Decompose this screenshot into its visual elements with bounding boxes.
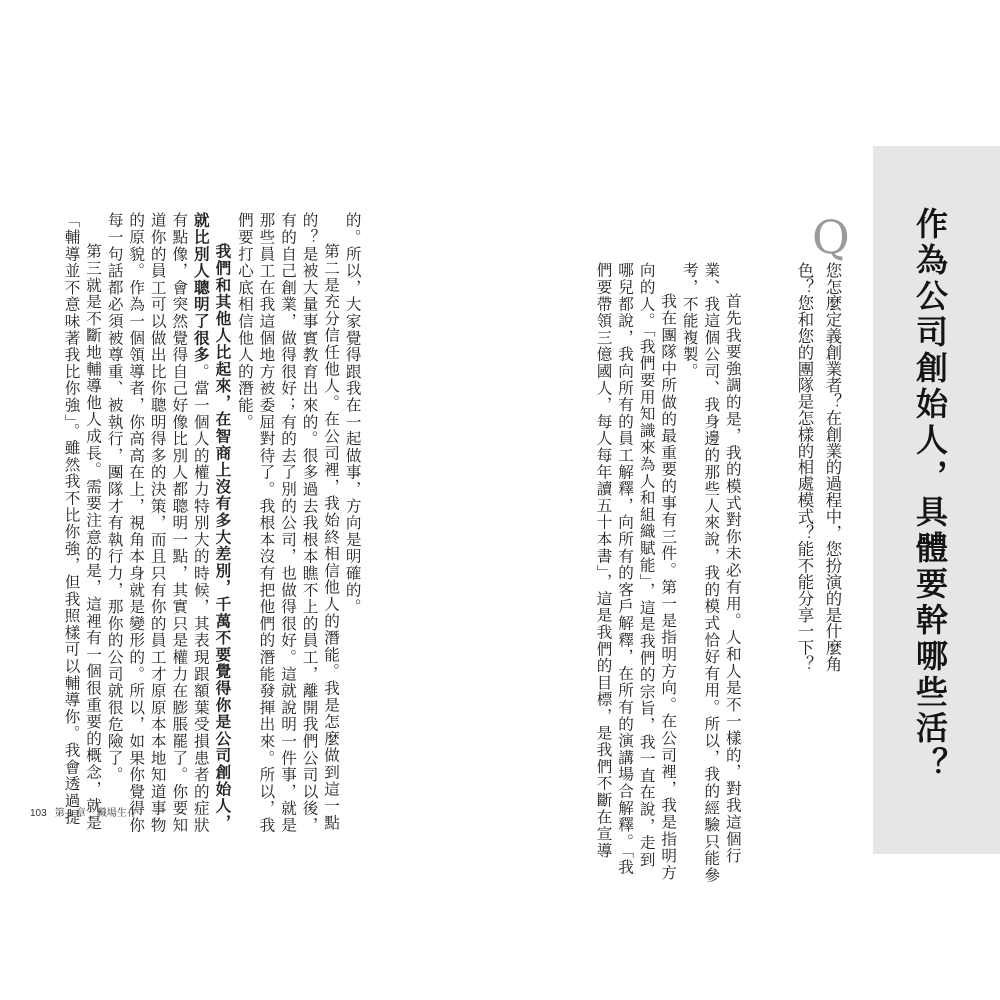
body-column: 有點像，會突然覺得自己好像比別人都聰明一點，其實只是權力在膨脹罷了。你要知 — [170, 212, 189, 834]
bold-phrase: 就比別人聰明了很多 — [191, 212, 211, 364]
body-column: 向的人。「我們要用知識來為人和組織賦能」，這是我們的宗旨，我一直在說，走到 — [637, 262, 656, 868]
body-column: 第三就是不斷地輔導他人成長。需要注意的是，這裡有一個很重要的概念，就是 — [84, 243, 103, 832]
body-column: 的原貌。作為一個領導者，你高高在上，視角本身就是變形的。所以，如果你覺得你 — [127, 212, 146, 834]
body-column-mixed — [189, 212, 212, 834]
question-mark-letter: Q — [812, 210, 850, 264]
question-text: 您怎麼定義創業者？在創業的過程中，您扮演的是什麼角色？您和您的團隊是怎樣的相處模式？能不能分享一下？ — [795, 262, 842, 672]
body-column: 哪兒都說，我向所有的員工解釋，向所有的客戶解釋，在所有的演講場合解釋。「我 — [616, 262, 635, 876]
body-column: 首先我要強調的是，我的模式對你未必有用。人和人是不一樣的，對我這個行 — [723, 293, 742, 865]
chapter-title: 作為公司創始人，具體要幹哪些活？ — [911, 207, 949, 783]
body-column: 每一句話都必須被尊重、被執行，團隊才有執行力，那你的公司就很危險了。 — [105, 212, 124, 784]
body-column: 那些員工在我這個地方被委屈對待了。我根本沒有把他們的潛能發揮出來。所以，我 — [257, 212, 276, 834]
body-column: 我在團隊中所做的最重要的事有三件。第一是指明方向。在公司裡，我是指明方 — [659, 293, 678, 882]
body-column: 的。所以，大家覺得跟我在一起做事，方向是明確的。 — [343, 212, 362, 616]
page-number: 103 — [30, 808, 47, 819]
chapter-running-head: 第 1 章 _ 職場生存 — [54, 808, 137, 819]
body-column: 道你的員工可以做出比你聰明得多的決策，而且只有你的員工才原原本本地知道事物 — [148, 212, 167, 834]
body-column-bold: 我們和其他人比起來，在智商上沒有多大差別，千萬不要覺得你是公司創始人， — [213, 243, 233, 832]
body-column: 的？是被大量事實教育出來的。很多過去我根本瞧不上的員工，離開我們公司以後， — [300, 212, 319, 834]
body-column: 「輔導並不意味著我比你強」。雖然我不比你強，但我照樣可以輔導你。我會透過提 — [62, 212, 81, 826]
body-column: 考，不能複製。 — [680, 262, 699, 380]
page-folio — [30, 804, 145, 819]
body-column: 第二是充分信任他人。在公司裡，我始終相信他人的潛能。我是怎麼做到這一點 — [322, 243, 341, 832]
body-column: 業、我這個公司、我身邊的那些人來說，我的模式恰好有用。所以，我的經驗只能參 — [702, 262, 721, 884]
answer-text-right — [592, 262, 743, 884]
body-column: 們要打心底相信他人的潛能。 — [235, 212, 254, 431]
body-phrase: 。當一個人的權力特別大的時候，其表現跟額葉受損患者的症狀 — [191, 363, 210, 834]
body-column: 們要帶領三億國人，每人每年讀五十本書」，這是我們的目標，是我們不斷在宣導 — [594, 262, 613, 859]
body-column: 有的自己創業，做得很好；有的去了別的公司，也做得很好。這就說明一件事，就是 — [279, 212, 298, 834]
